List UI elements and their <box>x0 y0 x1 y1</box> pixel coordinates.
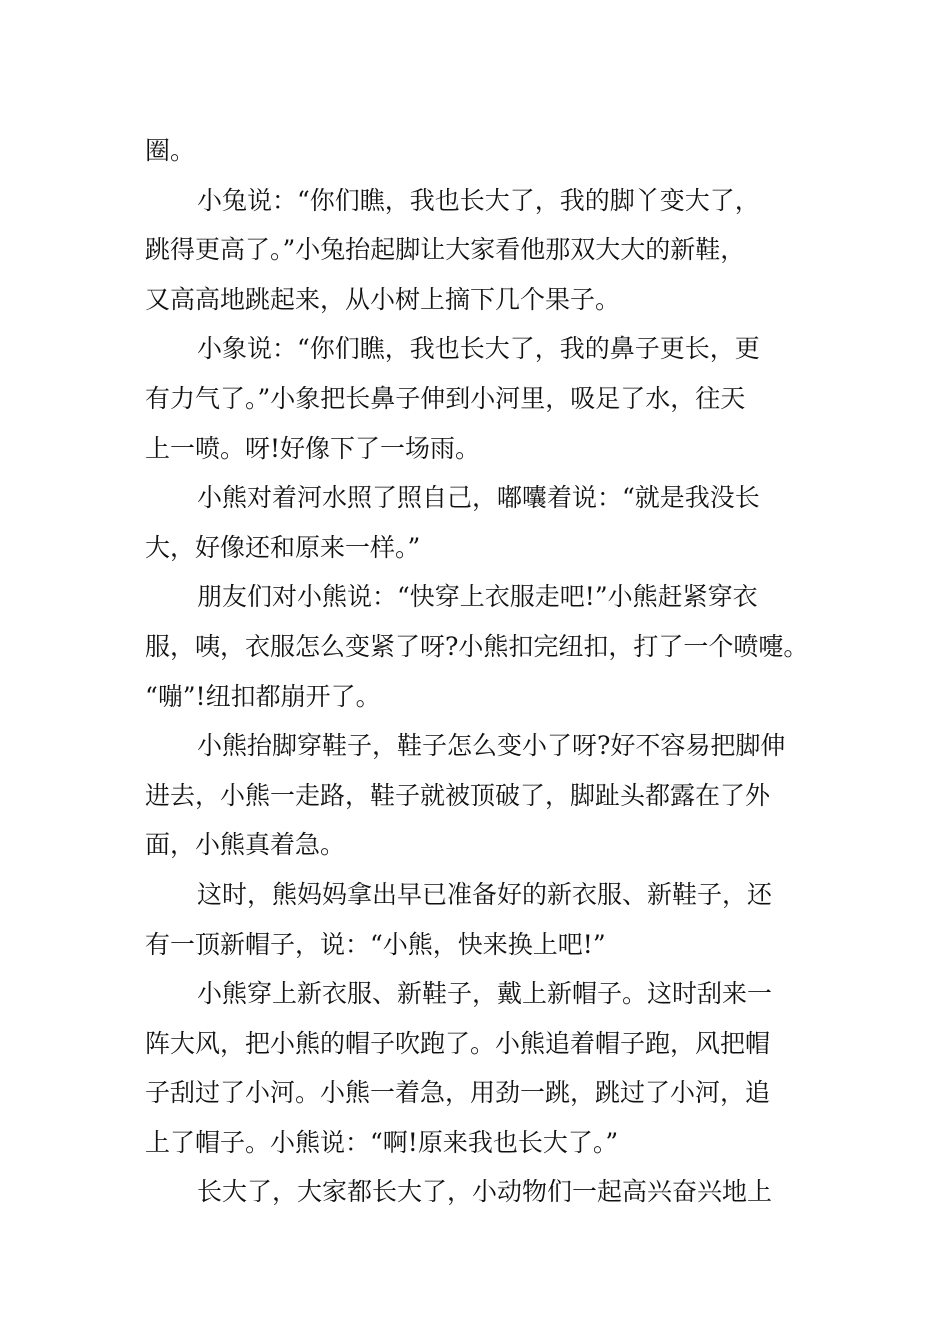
text-line: 大，好像还和原来一样。” <box>145 532 421 562</box>
text-line: 上了帽子。小熊说：“啊!原来我也长大了。” <box>145 1127 619 1157</box>
paragraph-first-line: 小熊穿上新衣服、新鞋子，戴上新帽子。这时刮来一 <box>197 979 773 1009</box>
paragraph-first-line: 这时，熊妈妈拿出早已准备好的新衣服、新鞋子，还 <box>197 879 773 909</box>
text-line: 服，咦，衣服怎么变紧了呀?小熊扣完纽扣，打了一个喷嚏。 <box>145 631 809 661</box>
text-line: 有一顶新帽子，说：“小熊，快来换上吧!” <box>145 929 606 959</box>
text-line: 圈。 <box>145 136 196 165</box>
paragraph-first-line: 长大了，大家都长大了，小动物们一起高兴奋兴地上 <box>197 1177 773 1207</box>
paragraph-first-line: 小熊抬脚穿鞋子，鞋子怎么变小了呀?好不容易把脚伸 <box>197 731 786 761</box>
paragraph-first-line: 小熊对着河水照了照自己，嘟囔着说：“就是我没长 <box>197 483 760 513</box>
text-line: 上一喷。呀!好像下了一场雨。 <box>145 433 481 463</box>
paragraph-first-line: 小兔说：“你们瞧，我也长大了，我的脚丫变大了， <box>197 185 760 215</box>
story-text <box>145 126 810 1217</box>
text-line: 又高高地跳起来，从小树上摘下几个果子。 <box>145 284 621 314</box>
text-line: 进去，小熊一走路，鞋子就被顶破了，脚趾头都露在了外 <box>145 780 771 810</box>
paragraph-first-line: 朋友们对小熊说：“快穿上衣服走吧!”小熊赶紧穿衣 <box>197 582 758 612</box>
text-line: 阵大风，把小熊的帽子吹跑了。小熊追着帽子跑，风把帽 <box>145 1028 771 1058</box>
text-line: 跳得更高了。”小兔抬起脚让大家看他那双大大的新鞋， <box>145 235 746 265</box>
paragraph-first-line: 小象说：“你们瞧，我也长大了，我的鼻子更长，更 <box>197 334 760 364</box>
text-line: “嘣”!纽扣都崩开了。 <box>145 681 381 711</box>
text-line: 有力气了。”小象把长鼻子伸到小河里，吸足了水，往天 <box>145 383 746 413</box>
text-line: 子刮过了小河。小熊一着急，用劲一跳，跳过了小河，追 <box>145 1078 771 1108</box>
text-line: 面，小熊真着急。 <box>145 830 346 860</box>
